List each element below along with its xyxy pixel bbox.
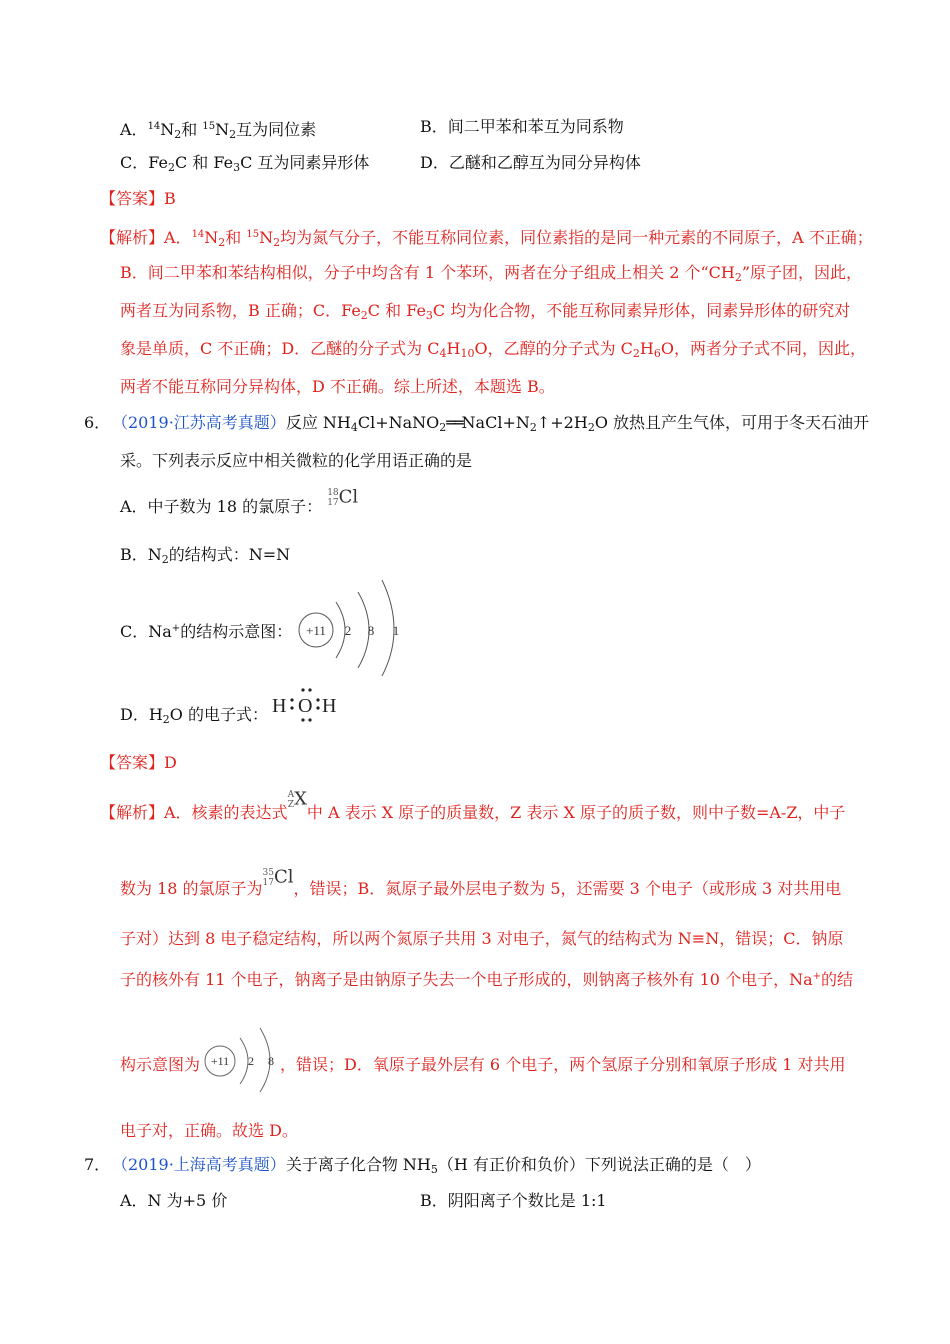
q6-option-c (120, 618, 292, 643)
nuclide-atomic: 17 (327, 497, 339, 508)
subscript: 2 (161, 553, 169, 566)
shell-count-3: 1 (392, 623, 400, 638)
q5-analysis-line-3 (120, 300, 850, 327)
subscript: 2 (174, 128, 182, 141)
subscript: 2 (587, 421, 595, 434)
text-run: （H 有正价和负价）下列说法正确的是（ ） (437, 1155, 761, 1174)
superscript: + (171, 623, 181, 634)
subscript: 3 (233, 161, 241, 174)
text-run: 均为氮气分子，不能互称同位素，同位素指的是同一种元素的不同原子，A 不正确； (280, 228, 873, 247)
text-run: 的结构示意图： (180, 622, 293, 641)
subscript: 2 (273, 236, 281, 249)
q7-number: 7． (84, 1155, 111, 1174)
subscript: 4 (350, 421, 358, 434)
text-run: ↑+2H (536, 413, 588, 432)
q5-analysis-line-2 (120, 262, 862, 289)
shell-count-1: 2 (344, 623, 352, 638)
q6-option-a (120, 486, 359, 519)
text-run: N (204, 228, 219, 247)
text-run: N (160, 120, 175, 139)
q5-analysis-line-4 (120, 338, 866, 365)
text-run: 和 (225, 228, 247, 247)
q6-answer: 【答案】D (100, 753, 177, 772)
general-nuclide-notation (288, 788, 307, 811)
q6-analysis-para-2 (120, 866, 842, 901)
q6-na-ion-structure-diagram (296, 578, 406, 678)
q6-analysis-para-6: 电子对，正确。故选 D。 (120, 1121, 298, 1140)
analysis-text: 中 A 表示 X 原子的质量数，Z 表示 X 原子的质子数，则中子数=A-Z，中子 (306, 803, 846, 822)
nucleus-charge: +11 (306, 623, 326, 638)
q6-number: 6． (84, 413, 111, 432)
q5-option-b: B．间二甲苯和苯互为同系物 (420, 117, 624, 136)
subscript: 2 (529, 421, 537, 434)
subscript: 10 (460, 347, 475, 360)
text-run: B．间二甲苯和苯结构相似，分子中均含有 1 个苯环，两者在分子组成上相关 2 个“CH (120, 263, 735, 282)
text-run: 两者互为同系物，B 正确；C．Fe (120, 301, 361, 320)
q7-stem-text (286, 1155, 761, 1174)
shell-count-1: 2 (248, 1054, 254, 1068)
text-run: ”原子团，因此， (741, 263, 863, 282)
text-run: H (446, 339, 461, 358)
text-run: C 均为化合物，不能互称同素异形体，同素异形体的研究对 (432, 301, 851, 320)
text-run: O，两者分子式不同，因此， (660, 339, 866, 358)
superscript: 15 (202, 121, 216, 132)
analysis-text: ，错误；B．氮原子最外层电子数为 5，还需要 3 个电子（或形成 3 对共用电 (293, 879, 842, 898)
shell-count-2: 8 (268, 1054, 274, 1068)
q5-option-d: D．乙醚和乙醇互为同分异构体 (420, 153, 641, 172)
text-run: O 放热且产生气体，可用于冬天石油开 (594, 413, 870, 432)
formula-h-left: H (272, 695, 287, 717)
text-run: B．N (120, 545, 162, 564)
analysis-text: 【解析】A．核素的表达式 (100, 803, 288, 822)
q6-water-electron-formula (270, 686, 344, 722)
shell-count-2: 8 (367, 623, 375, 638)
analysis-text: 数为 18 的氯原子为 (120, 879, 263, 898)
q7-source: （2019·上海高考真题） (112, 1155, 286, 1174)
q5-option-a (120, 116, 316, 146)
q6-analysis-para-1 (100, 788, 846, 825)
cl35-nuclide (263, 866, 294, 889)
q6-source: （2019·江苏高考真题） (112, 413, 286, 432)
superscript: 14 (191, 229, 205, 240)
subscript: 2 (632, 347, 640, 360)
text-run: C 和 Fe (174, 153, 234, 172)
nuclide-symbol: Cl (338, 486, 359, 508)
text-run: 的结 (821, 970, 854, 989)
text-run: N (215, 120, 230, 139)
subscript: 2 (229, 128, 237, 141)
subscript: 2 (734, 271, 742, 284)
text-run: 和 (181, 120, 203, 139)
q6-option-d (120, 704, 268, 731)
text-run: Cl+NaNO (357, 413, 440, 432)
subscript: 3 (425, 309, 433, 322)
text-run: 反应 NH (285, 413, 351, 432)
subscript: 2 (167, 161, 175, 174)
nuclide-mass: 35 (262, 867, 274, 878)
text-run: O 的电子式： (169, 705, 269, 724)
formula-h-right: H (322, 695, 337, 717)
analysis-text: 构示意图为 (120, 1055, 201, 1074)
text-run: 子的核外有 11 个电子，钠离子是由钠原子失去一个电子形成的，则钠离子核外有 10 个电子，Na (120, 970, 813, 989)
text-run: C．Fe (120, 153, 168, 172)
nuclide-mass: 18 (327, 487, 339, 498)
shell-arc-1 (240, 1038, 248, 1084)
analysis-text: ，错误；D．氧原子最外层有 6 个电子，两个氢原子分别和氧原子形成 1 对共用 (280, 1055, 846, 1074)
shell-arc-1 (336, 602, 345, 658)
superscript: 15 (246, 229, 260, 240)
q5-answer: 【答案】B (100, 189, 176, 208)
text-run: C 互为同素异形体 (240, 153, 370, 172)
subscript: 2 (360, 309, 368, 322)
text-run: 【解析】A． (100, 228, 192, 247)
nuclide-mass: A (287, 789, 295, 800)
superscript: 14 (147, 121, 161, 132)
option-label: A． (120, 120, 148, 139)
text-run: H (639, 339, 654, 358)
q6-option-a-nuclide (327, 486, 358, 509)
text-run: 的结构式：N=N (168, 545, 291, 564)
nuclide-symbol: Cl (274, 866, 294, 888)
q6-analysis-para-4 (120, 966, 853, 991)
subscript: 4 (439, 347, 447, 360)
text-run: 互为同位素 (236, 120, 317, 139)
q6-analysis-para-3: 子对）达到 8 电子稳定结构，所以两个氮原子共用 3 对电子，氮气的结构式为 N≡N，错误；C．钠原 (120, 929, 844, 948)
text-run: O，乙醇的分子式为 C (474, 339, 633, 358)
formula-o: O (298, 695, 313, 717)
nuclide-atomic: Z (287, 799, 295, 810)
text-run: N (259, 228, 274, 247)
q5-analysis-line-1 (100, 224, 873, 254)
text-run: 象是单质，C 不正确；D．乙醚的分子式为 C (120, 339, 440, 358)
subscript: 2 (439, 421, 447, 434)
subscript: 2 (218, 236, 226, 249)
analysis-na-ion-diagram (200, 1024, 284, 1094)
q6-option-a-text: A．中子数为 18 的氯原子： (120, 497, 323, 516)
subscript: 2 (162, 713, 170, 726)
subscript: 5 (430, 1163, 438, 1176)
q6-stem-line-2: 采。下列表示反应中相关微粒的化学用语正确的是 (120, 451, 473, 470)
text-run: C．Na (120, 622, 172, 641)
subscript: 6 (653, 347, 661, 360)
q6-stem-text (286, 413, 869, 432)
text-run: C 和 Fe (367, 301, 426, 320)
q7-stem (112, 1154, 761, 1181)
nuclide-atomic: 17 (262, 877, 274, 888)
text-run: NaCl+N (461, 413, 530, 432)
q5-option-c (120, 152, 369, 179)
q6-option-b (120, 544, 290, 571)
superscript: + (812, 971, 821, 982)
q7-option-a: A．N 为+5 价 (120, 1191, 228, 1210)
nucleus-charge: +11 (210, 1054, 230, 1068)
q7-option-b: B．阴阳离子个数比是 1:1 (420, 1191, 607, 1210)
text-run: D．H (120, 705, 163, 724)
q5-analysis-line-5: 两者不能互称同分异构体，D 不正确。综上所述，本题选 B。 (120, 377, 555, 396)
q6-stem-line-1 (112, 412, 869, 439)
reaction-equals-sign: ══ (446, 413, 462, 432)
nuclide-symbol: X (294, 788, 307, 810)
text-run: 关于离子化合物 NH (285, 1155, 431, 1174)
